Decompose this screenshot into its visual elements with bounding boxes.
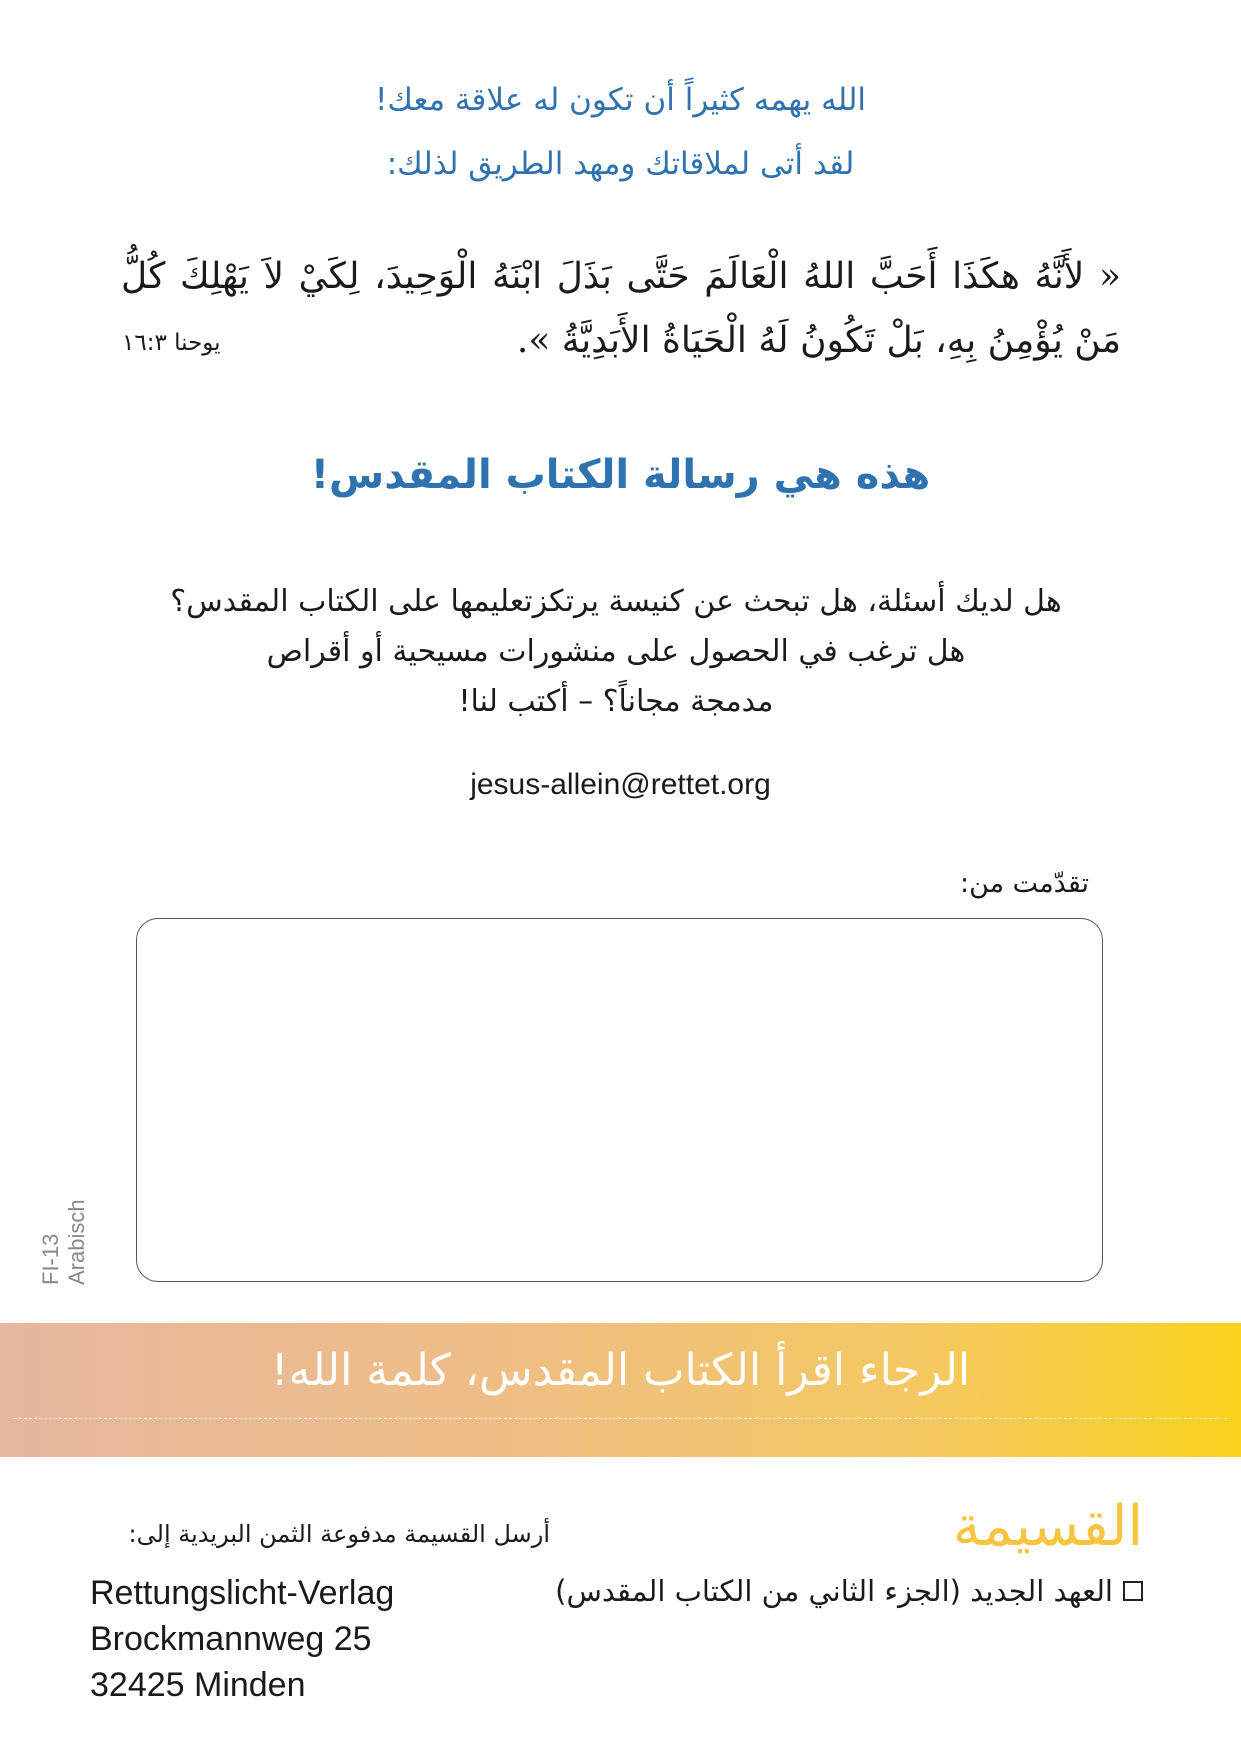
bible-verse: « لأَنَّهُ هكَذَا أَحَبَّ اللهُ الْعَالَمَ حَتَّى بَذَلَ ابْنَهُ الْوَحِيدَ، لِكَيْ لاَ يَهْلِكَ كُلُّ مَنْ يُؤْمِنُ بِهِ، بَلْ تَكُونُ لَهُ الْحَيَاةُ الأَبَدِيَّةُ ». xyxy=(121,256,1121,361)
intro-line-2: لقد أتى لملاقاتك ومهد الطريق لذلك: xyxy=(386,146,855,182)
banner-text: الرجاء اقرأ الكتاب المقدس، كلمة الله! xyxy=(270,1345,971,1396)
verse-reference: يوحنا ١٦:٣ xyxy=(122,330,221,356)
coupon-option-label: العهد الجديد (الجزء الثاني من الكتاب المقدس) xyxy=(555,1574,1113,1608)
side-code-language: Arabisch xyxy=(64,1199,89,1285)
question-line-2: هل ترغب في الحصول على منشورات مسيحية أو أقراص xyxy=(266,634,966,669)
side-code xyxy=(38,1199,90,1285)
stamp-box xyxy=(136,918,1103,1282)
address-line-1: Rettungslicht-Verlag xyxy=(90,1574,395,1612)
send-to-label: أرسل القسيمة مدفوعة الثمن البريدية إلى: xyxy=(128,1520,550,1548)
new-testament-checkbox[interactable] xyxy=(1123,1581,1143,1601)
coupon-title: القسيمة xyxy=(952,1494,1143,1559)
coupon-option[interactable] xyxy=(555,1574,1143,1608)
headline: هذه هي رسالة الكتاب المقدس! xyxy=(310,452,931,498)
questions-block xyxy=(116,577,1116,727)
contact-email[interactable]: jesus-allein@rettet.org xyxy=(470,768,771,801)
intro-line-1: الله يهمه كثيراً أن تكون له علاقة معك! xyxy=(374,82,867,118)
question-line-1: هل لديك أسئلة، هل تبحث عن كنيسة يرتكزتعليمها على الكتاب المقدس؟ xyxy=(170,584,1062,619)
address-line-3: 32425 Minden xyxy=(90,1666,306,1704)
address-line-2: Brockmannweg 25 xyxy=(90,1620,372,1658)
question-line-3: مدمجة مجاناً؟ – أكتب لنا! xyxy=(458,684,774,719)
side-code-number: FI-13 xyxy=(38,1233,63,1285)
cut-line xyxy=(14,1418,1227,1419)
postal-address xyxy=(90,1570,394,1708)
presented-by-label: تقدّمت من: xyxy=(959,868,1089,899)
